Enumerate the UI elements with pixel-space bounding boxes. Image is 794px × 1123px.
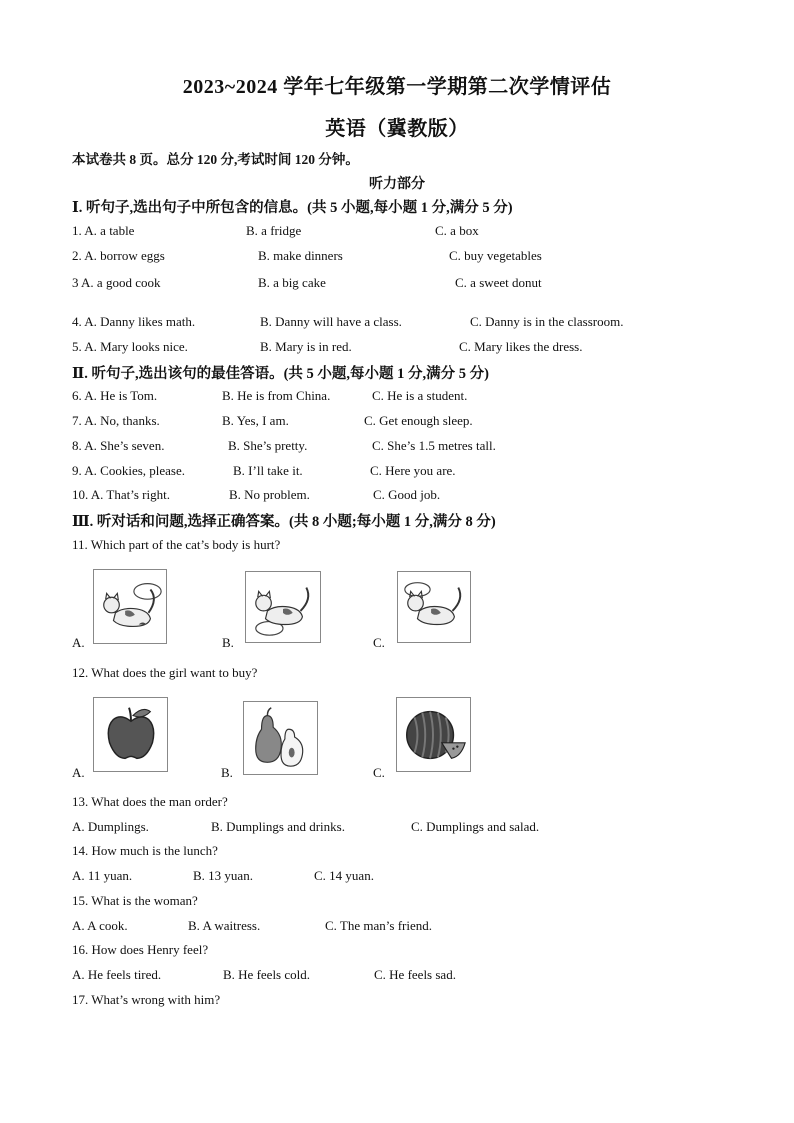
pear-icon xyxy=(244,702,317,774)
apple-icon xyxy=(94,698,167,771)
q13-option-c: C. Dumplings and salad. xyxy=(411,819,540,834)
q10-option-b: B. No problem. xyxy=(229,487,310,502)
q14-option-b: B. 13 yuan. xyxy=(193,868,253,883)
q1-option-c: C. a box xyxy=(435,223,479,238)
q7-option-b: B. Yes, I am. xyxy=(222,413,289,428)
section-3-heading: Ⅲ. 听对话和问题,选择正确答案。(共 8 小题;每小题 1 分,满分 8 分) xyxy=(72,514,496,530)
q9-option-c: C. Here you are. xyxy=(370,463,456,478)
q3-option-c: C. a sweet donut xyxy=(455,275,542,290)
q10-option-c: C. Good job. xyxy=(373,487,441,502)
q12-picture-a xyxy=(93,697,168,772)
q8-option-b: B. She’s pretty. xyxy=(228,438,308,453)
q5-option-b: B. Mary is in red. xyxy=(260,339,352,354)
q15-option-a: A. A cook. xyxy=(72,918,128,933)
q11-label-b: B. xyxy=(222,635,234,650)
cat-icon xyxy=(398,572,470,642)
cat-icon xyxy=(246,572,320,642)
q14-option-c: C. 14 yuan. xyxy=(314,868,374,883)
q9-option-a: 9. A. Cookies, please. xyxy=(72,463,186,478)
q11-picture-c xyxy=(397,571,471,643)
section-1-heading: Ⅰ. 听句子,选出句子中所包含的信息。(共 5 小题,每小题 1 分,满分 5 分) xyxy=(72,200,513,216)
q4-option-a: 4. A. Danny likes math. xyxy=(72,314,196,329)
q15-option-c: C. The man’s friend. xyxy=(325,918,432,933)
q13-question: 13. What does the man order? xyxy=(72,794,228,809)
q3-option-b: B. a big cake xyxy=(258,275,326,290)
q8-option-a: 8. A. She’s seven. xyxy=(72,438,165,453)
q12-label-b: B. xyxy=(221,765,233,780)
q15-option-b: B. A waitress. xyxy=(188,918,261,933)
q4-option-c: C. Danny is in the classroom. xyxy=(470,314,624,329)
q12-label-c: C. xyxy=(373,765,385,780)
q6-option-c: C. He is a student. xyxy=(372,388,468,403)
q12-picture-b xyxy=(243,701,318,775)
q2-option-a: 2. A. borrow eggs xyxy=(72,248,165,263)
q9-option-b: B. I’ll take it. xyxy=(233,463,303,478)
q11-picture-a xyxy=(93,569,167,644)
q11-question: 11. Which part of the cat’s body is hurt? xyxy=(72,537,281,552)
q14-question: 14. How much is the lunch? xyxy=(72,843,218,858)
q4-option-b: B. Danny will have a class. xyxy=(260,314,402,329)
q5-option-a: 5. A. Mary looks nice. xyxy=(72,339,188,354)
part-title: 听力部分 xyxy=(369,177,425,192)
q17-question: 17. What’s wrong with him? xyxy=(72,992,221,1007)
q16-option-b: B. He feels cold. xyxy=(223,967,311,982)
q14-option-a: A. 11 yuan. xyxy=(72,868,133,883)
q13-option-b: B. Dumplings and drinks. xyxy=(211,819,345,834)
exam-info: 本试卷共 8 页。总分 120 分,考试时间 120 分钟。 xyxy=(72,152,359,167)
q1-option-a: 1. A. a table xyxy=(72,223,135,238)
q7-option-a: 7. A. No, thanks. xyxy=(72,413,160,428)
q2-option-c: C. buy vegetables xyxy=(449,248,542,263)
q16-option-a: A. He feels tired. xyxy=(72,967,162,982)
q1-option-b: B. a fridge xyxy=(246,223,302,238)
q16-question: 16. How does Henry feel? xyxy=(72,942,209,957)
q7-option-c: C. Get enough sleep. xyxy=(364,413,473,428)
exam-title: 2023~2024 学年七年级第一学期第二次学情评估 xyxy=(182,76,612,98)
watermelon-icon xyxy=(397,698,470,771)
q11-label-c: C. xyxy=(373,635,385,650)
q5-option-c: C. Mary likes the dress. xyxy=(459,339,583,354)
q11-picture-b xyxy=(245,571,321,643)
q6-option-b: B. He is from China. xyxy=(222,388,331,403)
q13-option-a: A. Dumplings. xyxy=(72,819,149,834)
q6-option-a: 6. A. He is Tom. xyxy=(72,388,158,403)
q16-option-c: C. He feels sad. xyxy=(374,967,456,982)
exam-subtitle: 英语（冀教版） xyxy=(325,118,469,140)
q10-option-a: 10. A. That’s right. xyxy=(72,487,170,502)
q12-label-a: A. xyxy=(72,765,85,780)
q2-option-b: B. make dinners xyxy=(258,248,343,263)
q15-question: 15. What is the woman? xyxy=(72,893,198,908)
q12-question: 12. What does the girl want to buy? xyxy=(72,665,258,680)
section-2-heading: Ⅱ. 听句子,选出该句的最佳答语。(共 5 小题,每小题 1 分,满分 5 分) xyxy=(72,366,490,382)
q8-option-c: C. She’s 1.5 metres tall. xyxy=(372,438,496,453)
cat-icon xyxy=(94,570,166,643)
q12-picture-c xyxy=(396,697,471,772)
q11-label-a: A. xyxy=(72,635,85,650)
q3-option-a: 3 A. a good cook xyxy=(72,275,161,290)
